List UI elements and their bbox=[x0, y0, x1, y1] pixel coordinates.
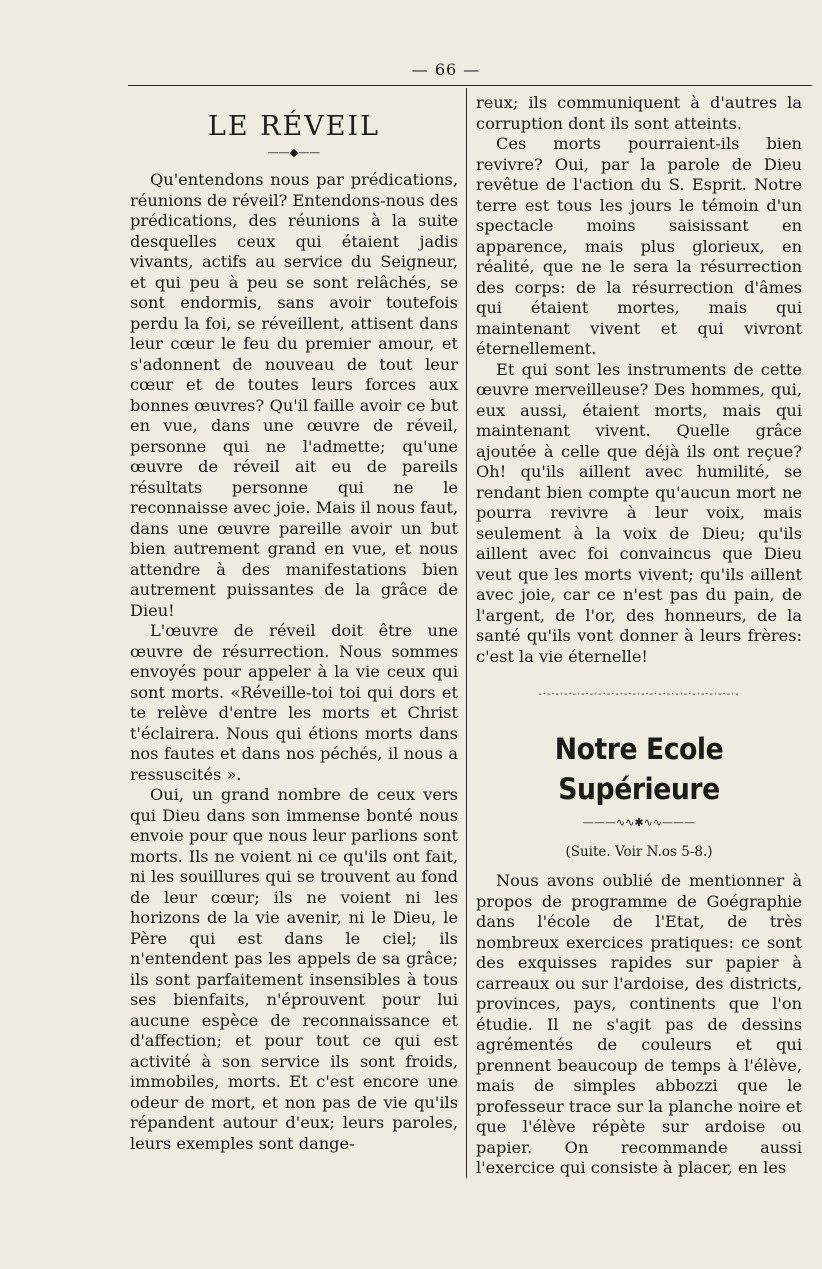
section-divider: -·-·-·-·-·-·-·-·-·-·-·-·-·-·-·-·-·-·-·-·-·-·-·- bbox=[538, 689, 740, 700]
left-column bbox=[130, 100, 458, 1154]
right-column bbox=[476, 93, 802, 1179]
title-ornament: ——◆—— bbox=[267, 146, 321, 159]
ecole-ornament: ———∿∿✱∿∿——— bbox=[582, 816, 696, 829]
ecole-subheading: (Suite. Voir N.os 5-8.) bbox=[565, 844, 713, 860]
reveil-paragraph-2: L'œuvre de réveil doit être une œuvre de résurrection. Nous sommes envoyés pour appeler à la vie ceux qui sont morts. «Réveille-toi toi qui dors et te relève d'entre les morts et Christ t'éclairera. Nous qui étions morts dans nos fautes et dans nos péchés, il nous a ressuscités ». bbox=[130, 621, 458, 784]
column-rule bbox=[466, 88, 467, 1178]
reveil-continued-1: reux; ils communiquent à d'autres la corruption dont ils sont atteints. bbox=[476, 93, 802, 133]
reveil-continued-2: Ces morts pourraient-ils bien revivre? Oui, par la parole de Dieu revêtue de l'action du S. Esprit. Notre terre est tous les jours le témoin d'un spectacle moins saisissant en apparence, mais plus glorieux, en réalité, que ne le sera la résurrection des corps: de la résurrection d'âmes qui étaient mortes, mais qui maintenant vivent et qui vivront éternellement. bbox=[476, 134, 802, 358]
header-rule bbox=[128, 85, 812, 86]
page-number: — 66 — bbox=[411, 60, 481, 79]
article-title-ecole: Notre Ecole Supérieure bbox=[554, 732, 724, 806]
reveil-paragraph-3: Oui, un grand nombre de ceux vers qui Dieu dans son immense bonté nous envoie pour que nous leur parlions sont morts. Ils ne voient ni ce qu'ils ont fait, ni les souillures qui se trouvent au fond de leur cœur; ils ne voient ni les horizons de la vie avenir, ni le Dieu, le Père qui est dans le ciel; ils n'entendent pas les appels de sa grâce; ils sont parfaitement insensibles à tous ses bienfaits, n'éprouvent pour lui aucune espèce de reconnaissance et d'affection; et pour tout ce qui est activité à son service ils sont froids, immobiles, morts. Et c'est encore une odeur de mort, et non pas de vie qu'ils répandent autour d'eux; leurs paroles, leurs exemples sont dange- bbox=[130, 785, 458, 1153]
reveil-paragraph-1: Qu'entendons nous par prédications, réunions de réveil? Entendons-nous des prédications, des réunions à la suite desquelles ceux qui étaient jadis vivants, actifs au service du Seigneur, et qui peu à peu se sont relâchés, se sont endormis, sans avoir toutefois perdu la foi, se réveillent, attisent dans leur cœur le feu du premier amour, et s'adonnent de nouveau de tout leur cœur et de toutes leurs forces aux bonnes œuvres? Qu'il faille avoir ce but en vue, dans une œuvre de réveil, personne qui ne l'admette; qu'une œuvre de réveil ait eu de pareils résultats personne qui ne le reconnaisse avec joie. Mais il nous faut, dans une œuvre pareille avoir un but bien autrement grand en vue, et nous attendre à des manifestations bien autrement puissantes de la grâce de Dieu! bbox=[130, 170, 458, 620]
reveil-continued-3: Et qui sont les instruments de cette œuvre merveilleuse? Des hommes, qui, eux aussi, étaient morts, mais qui maintenant vivent. Quelle grâce ajoutée à celle que déjà ils ont reçue? Oh! qu'ils aillent avec humilité, se rendant bien compte qu'aucun mort ne pourra revivre à leur voix, mais seulement à la voix de Dieu; qu'ils aillent avec foi convaincus que Dieu veut que les morts vivent; qu'ils aillent avec joie, car ce n'est pas du pain, de l'argent, de l'or, des honneurs, de la santé qu'ils vont donner à leurs frères: c'est la vie éternelle! bbox=[476, 359, 802, 666]
article-title-reveil: LE RÉVEIL bbox=[207, 111, 381, 142]
ecole-paragraph-1: Nous avons oublié de mentionner à propos de programme de Goégraphie dans l'école de l'Etat, de très nombreux exercices pratiques: ce sont des exquisses rapides sur papier à carreaux ou sur l'ardoise, des districts, provinces, pays, continents que l'on étudie. Il ne s'agit pas de dessins agrémentés de couleurs et qui prennent beaucoup de temps à l'élève, mais de simples abbozzi que le professeur trace sur la planche noire et que l'élève répète sur ardoise ou papier. On recommande aussi l'exercice qui consiste à placer, en les bbox=[476, 871, 802, 1177]
